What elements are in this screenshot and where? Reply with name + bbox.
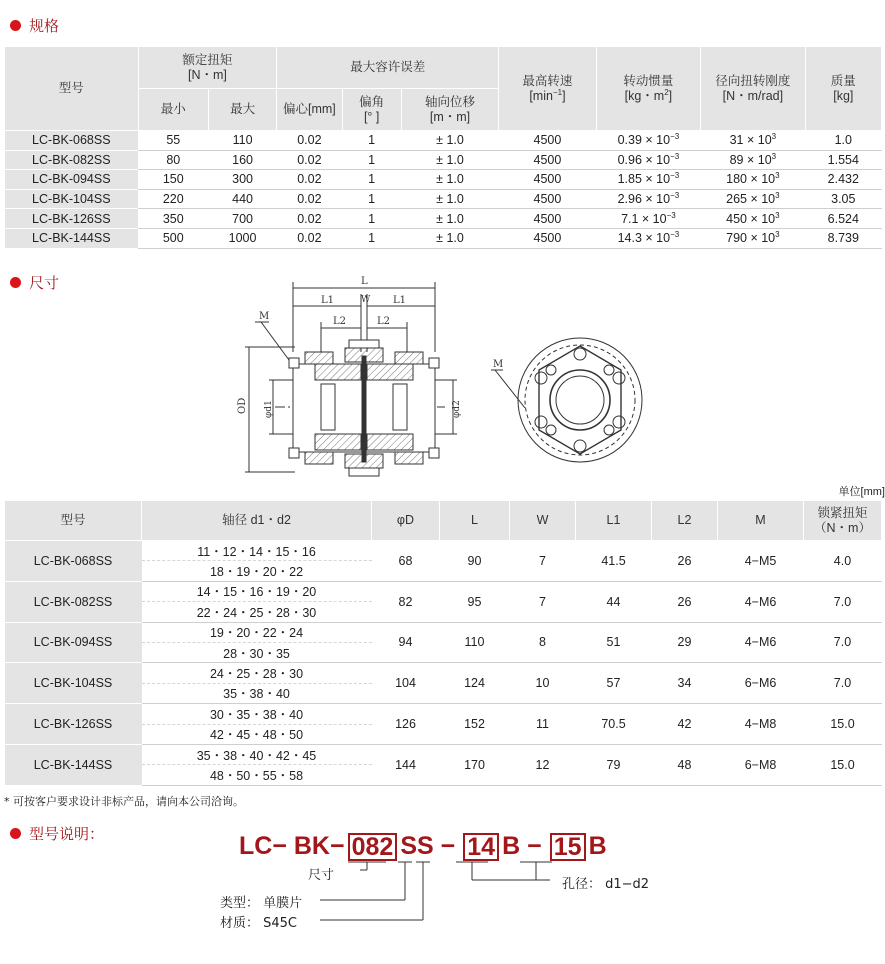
dim-cell-shaft-1: 30・35・38・40 xyxy=(142,704,372,724)
spec-header-mass: 质量 [kg] xyxy=(805,47,881,131)
spec-cell-tmax: 700 xyxy=(208,209,276,229)
dim-cell-M: 4−M8 xyxy=(718,704,804,745)
dim-cell-W: 10 xyxy=(510,663,576,704)
spec-cell-axial: ± 1.0 xyxy=(401,209,498,229)
spec-cell-ang: 1 xyxy=(342,209,401,229)
dim-cell-torque: 7.0 xyxy=(804,622,882,663)
code-d1-box: 14 xyxy=(463,833,499,861)
dim-cell-L1: 51 xyxy=(576,622,652,663)
dim-cell-L: 95 xyxy=(440,581,510,622)
label-d2: φd2 xyxy=(452,400,462,418)
spec-header-axial: 轴向位移 [m・m] xyxy=(401,89,498,131)
spec-row xyxy=(5,150,882,170)
spec-cell-tmax: 440 xyxy=(208,189,276,209)
dim-cell-L1: 44 xyxy=(576,581,652,622)
label-OD: OD xyxy=(237,397,248,414)
spec-cell-stiffness: $31 \times 10^3$ xyxy=(701,131,805,151)
label-L: L xyxy=(361,276,368,287)
dim-cell-shaft-2: 48・50・55・58 xyxy=(142,765,372,785)
dim-cell-D: 68 xyxy=(372,541,440,582)
dim-section-title xyxy=(10,272,59,293)
dim-cell-torque: 4.0 xyxy=(804,541,882,582)
label-L1-right: L1 xyxy=(393,295,407,306)
dim-cell-shaft-1: 14・15・16・19・20 xyxy=(142,581,372,601)
spec-header-torque-min: 最小 xyxy=(138,89,208,131)
spec-row xyxy=(5,131,882,151)
spec-cell-mass: 3.05 xyxy=(805,189,881,209)
dim-cell-shaft-2: 18・19・20・22 xyxy=(142,561,372,581)
dim-cell-shaft-2: 28・30・35 xyxy=(142,642,372,662)
spec-cell-speed: 4500 xyxy=(499,209,596,229)
spec-table xyxy=(4,46,882,249)
spec-header-torque: 额定扭矩 [N・m] xyxy=(138,47,277,89)
code-dash-1: − xyxy=(440,832,456,860)
dim-cell-L2: 42 xyxy=(652,704,718,745)
spec-row xyxy=(5,170,882,190)
dim-title-text: 尺寸 xyxy=(29,274,60,292)
spec-cell-mass: 1.554 xyxy=(805,150,881,170)
dim-cell-L: 110 xyxy=(440,622,510,663)
spec-cell-ang: 1 xyxy=(342,131,401,151)
spec-cell-ecc: 0.02 xyxy=(277,131,342,151)
dim-header-torque: 锁紧扭矩 （N・m） xyxy=(804,501,882,541)
spec-cell-ecc: 0.02 xyxy=(277,189,342,209)
spec-cell-mass: 2.432 xyxy=(805,170,881,190)
spec-cell-inertia: $14.3 \times 10^{-3}$ xyxy=(596,228,700,248)
bullet-dot-icon xyxy=(10,277,21,288)
dim-header-L: L xyxy=(440,501,510,541)
dim-cell-W: 11 xyxy=(510,704,576,745)
spec-cell-axial: ± 1.0 xyxy=(401,189,498,209)
spec-cell-axial: ± 1.0 xyxy=(401,131,498,151)
bullet-dot-icon xyxy=(10,20,21,31)
dim-cell-L2: 26 xyxy=(652,541,718,582)
spec-cell-ecc: 0.02 xyxy=(277,228,342,248)
spec-cell-stiffness: $265 \times 10^3$ xyxy=(701,189,805,209)
spec-cell-ang: 1 xyxy=(342,228,401,248)
spec-header-stiffness: 径向扭转刚度 [N・m/rad] xyxy=(701,47,805,131)
spec-cell-tmin: 150 xyxy=(138,170,208,190)
dim-cell-D: 126 xyxy=(372,704,440,745)
dim-cell-L: 124 xyxy=(440,663,510,704)
spec-title-text: 规格 xyxy=(29,17,60,35)
spec-cell-stiffness: $450 \times 10^3$ xyxy=(701,209,805,229)
dim-cell-W: 7 xyxy=(510,541,576,582)
spec-row xyxy=(5,209,882,229)
spec-header-eccentric: 偏心[mm] xyxy=(277,89,342,131)
code-label-type: 类型： 单膜片 xyxy=(220,896,303,911)
code-title-text: 型号说明： xyxy=(29,825,105,843)
bullet-dot-icon xyxy=(10,828,21,839)
spec-cell-speed: 4500 xyxy=(499,170,596,190)
code-label-bore: 孔径： d1−d2 xyxy=(562,877,650,892)
dim-cell-shaft-1: 11・12・14・15・16 xyxy=(142,541,372,561)
dim-header-M: M xyxy=(718,501,804,541)
dim-cell-model: LC-BK-126SS xyxy=(5,704,142,745)
dim-cell-torque: 7.0 xyxy=(804,663,882,704)
label-d1: φd1 xyxy=(264,400,274,418)
spec-cell-model: LC-BK-094SS xyxy=(5,170,139,190)
dim-cell-L1: 70.5 xyxy=(576,704,652,745)
dim-row xyxy=(5,581,882,601)
spec-cell-inertia: $0.96 \times 10^{-3}$ xyxy=(596,150,700,170)
code-label-material: 材质： S45C xyxy=(220,916,298,931)
dim-cell-L1: 57 xyxy=(576,663,652,704)
dim-cell-model: LC-BK-082SS xyxy=(5,581,142,622)
dim-cell-model: LC-BK-094SS xyxy=(5,622,142,663)
dim-cell-L2: 26 xyxy=(652,581,718,622)
dim-cell-L2: 34 xyxy=(652,663,718,704)
spec-cell-axial: ± 1.0 xyxy=(401,228,498,248)
dim-cell-M: 6−M8 xyxy=(718,744,804,785)
code-size-box: 082 xyxy=(348,833,398,861)
spec-cell-inertia: $7.1 \times 10^{-3}$ xyxy=(596,209,700,229)
dim-cell-shaft-1: 35・38・40・42・45 xyxy=(142,744,372,764)
spec-cell-stiffness: $89 \times 10^3$ xyxy=(701,150,805,170)
code-d2-box: 15 xyxy=(550,833,586,861)
dim-cell-W: 12 xyxy=(510,744,576,785)
spec-cell-inertia: $1.85 \times 10^{-3}$ xyxy=(596,170,700,190)
dim-row xyxy=(5,663,882,683)
dim-cell-torque: 7.0 xyxy=(804,581,882,622)
dim-cell-D: 94 xyxy=(372,622,440,663)
code-ss: SS xyxy=(400,832,434,860)
code-prefix: LC− BK− xyxy=(239,832,345,860)
spec-cell-tmin: 55 xyxy=(138,131,208,151)
dim-cell-model: LC-BK-104SS xyxy=(5,663,142,704)
spec-cell-model: LC-BK-126SS xyxy=(5,209,139,229)
spec-cell-tmin: 220 xyxy=(138,189,208,209)
dim-table xyxy=(4,500,882,786)
code-label-size: 尺寸 xyxy=(308,868,335,883)
dim-header-shaft: 轴径 d1・d2 xyxy=(142,501,372,541)
spec-cell-stiffness: $180 \times 10^3$ xyxy=(701,170,805,190)
spec-cell-tmax: 160 xyxy=(208,150,276,170)
spec-header-angle: 偏角 [° ] xyxy=(342,89,401,131)
spec-cell-tmax: 1000 xyxy=(208,228,276,248)
spec-cell-ecc: 0.02 xyxy=(277,209,342,229)
dim-cell-L1: 41.5 xyxy=(576,541,652,582)
spec-cell-ang: 1 xyxy=(342,170,401,190)
spec-cell-model: LC-BK-144SS xyxy=(5,228,139,248)
spec-cell-stiffness: $790 \times 10^3$ xyxy=(701,228,805,248)
dim-header-W: W xyxy=(510,501,576,541)
unit-note: 单位[mm] xyxy=(838,486,885,498)
spec-row xyxy=(5,228,882,248)
dim-cell-D: 104 xyxy=(372,663,440,704)
dim-row xyxy=(5,622,882,642)
dim-cell-M: 4−M6 xyxy=(718,581,804,622)
spec-section-title xyxy=(10,15,59,36)
spec-header-speed: 最高转速 $[\min^{-1}]$ xyxy=(499,47,596,131)
spec-cell-speed: 4500 xyxy=(499,189,596,209)
dim-cell-shaft-1: 24・25・28・30 xyxy=(142,663,372,683)
spec-cell-model: LC-BK-082SS xyxy=(5,150,139,170)
dim-cell-shaft-1: 19・20・22・24 xyxy=(142,622,372,642)
dim-cell-L: 90 xyxy=(440,541,510,582)
spec-cell-model: LC-BK-068SS xyxy=(5,131,139,151)
spec-cell-ecc: 0.02 xyxy=(277,150,342,170)
dim-cell-D: 144 xyxy=(372,744,440,785)
code-b1: B xyxy=(502,832,521,860)
spec-cell-mass: 6.524 xyxy=(805,209,881,229)
spec-header-inertia: 转动惯量 [kg・$m^2$] xyxy=(596,47,700,131)
dim-cell-torque: 15.0 xyxy=(804,744,882,785)
dim-row xyxy=(5,541,882,561)
dim-cell-L: 170 xyxy=(440,744,510,785)
spec-cell-tmax: 110 xyxy=(208,131,276,151)
label-L2-left: L2 xyxy=(333,316,347,327)
spec-cell-ang: 1 xyxy=(342,150,401,170)
dim-header-L1: L1 xyxy=(576,501,652,541)
code-section-title xyxy=(10,823,104,844)
dim-cell-M: 6−M6 xyxy=(718,663,804,704)
coupling-front-view-drawing xyxy=(485,330,660,475)
dim-cell-M: 4−M5 xyxy=(718,541,804,582)
spec-cell-speed: 4500 xyxy=(499,228,596,248)
spec-cell-tmin: 80 xyxy=(138,150,208,170)
spec-cell-tmin: 500 xyxy=(138,228,208,248)
label-L2-right: L2 xyxy=(377,316,391,327)
spec-cell-ang: 1 xyxy=(342,189,401,209)
spec-row xyxy=(5,189,882,209)
footnote: * 可按客户要求设计非标产品，请向本公司洽询。 xyxy=(4,795,244,808)
dim-cell-model: LC-BK-144SS xyxy=(5,744,142,785)
dim-row xyxy=(5,704,882,724)
dim-header-model: 型号 xyxy=(5,501,142,541)
dim-cell-L: 152 xyxy=(440,704,510,745)
dim-row xyxy=(5,744,882,764)
dim-cell-D: 82 xyxy=(372,581,440,622)
label-M-side: M xyxy=(259,311,270,322)
spec-cell-inertia: $2.96 \times 10^{-3}$ xyxy=(596,189,700,209)
label-W: W xyxy=(361,295,371,305)
label-L1-left: L1 xyxy=(321,295,335,306)
spec-header-model: 型号 xyxy=(5,47,139,131)
dim-cell-model: LC-BK-068SS xyxy=(5,541,142,582)
spec-cell-speed: 4500 xyxy=(499,131,596,151)
spec-cell-axial: ± 1.0 xyxy=(401,150,498,170)
spec-cell-mass: 1.0 xyxy=(805,131,881,151)
spec-cell-ecc: 0.02 xyxy=(277,170,342,190)
dim-cell-W: 8 xyxy=(510,622,576,663)
dim-header-D: φD xyxy=(372,501,440,541)
dim-cell-shaft-2: 42・45・48・50 xyxy=(142,724,372,744)
spec-cell-model: LC-BK-104SS xyxy=(5,189,139,209)
spec-header-misalign: 最大容许误差 xyxy=(277,47,499,89)
code-dash-2: − xyxy=(527,832,542,860)
dim-cell-shaft-2: 22・24・25・28・30 xyxy=(142,602,372,622)
model-code xyxy=(238,832,608,861)
dim-cell-torque: 15.0 xyxy=(804,704,882,745)
label-M-front: M xyxy=(493,359,504,370)
spec-cell-axial: ± 1.0 xyxy=(401,170,498,190)
dim-cell-M: 4−M6 xyxy=(718,622,804,663)
spec-cell-speed: 4500 xyxy=(499,150,596,170)
spec-header-torque-max: 最大 xyxy=(208,89,276,131)
dim-cell-L2: 29 xyxy=(652,622,718,663)
spec-cell-tmin: 350 xyxy=(138,209,208,229)
spec-cell-inertia: $0.39 \times 10^{-3}$ xyxy=(596,131,700,151)
dim-header-L2: L2 xyxy=(652,501,718,541)
dim-cell-shaft-2: 35・38・40 xyxy=(142,683,372,703)
spec-cell-mass: 8.739 xyxy=(805,228,881,248)
code-b2: B xyxy=(588,832,607,860)
coupling-side-view-drawing xyxy=(225,272,480,482)
dim-cell-L1: 79 xyxy=(576,744,652,785)
dim-cell-W: 7 xyxy=(510,581,576,622)
spec-cell-tmax: 300 xyxy=(208,170,276,190)
dim-cell-L2: 48 xyxy=(652,744,718,785)
